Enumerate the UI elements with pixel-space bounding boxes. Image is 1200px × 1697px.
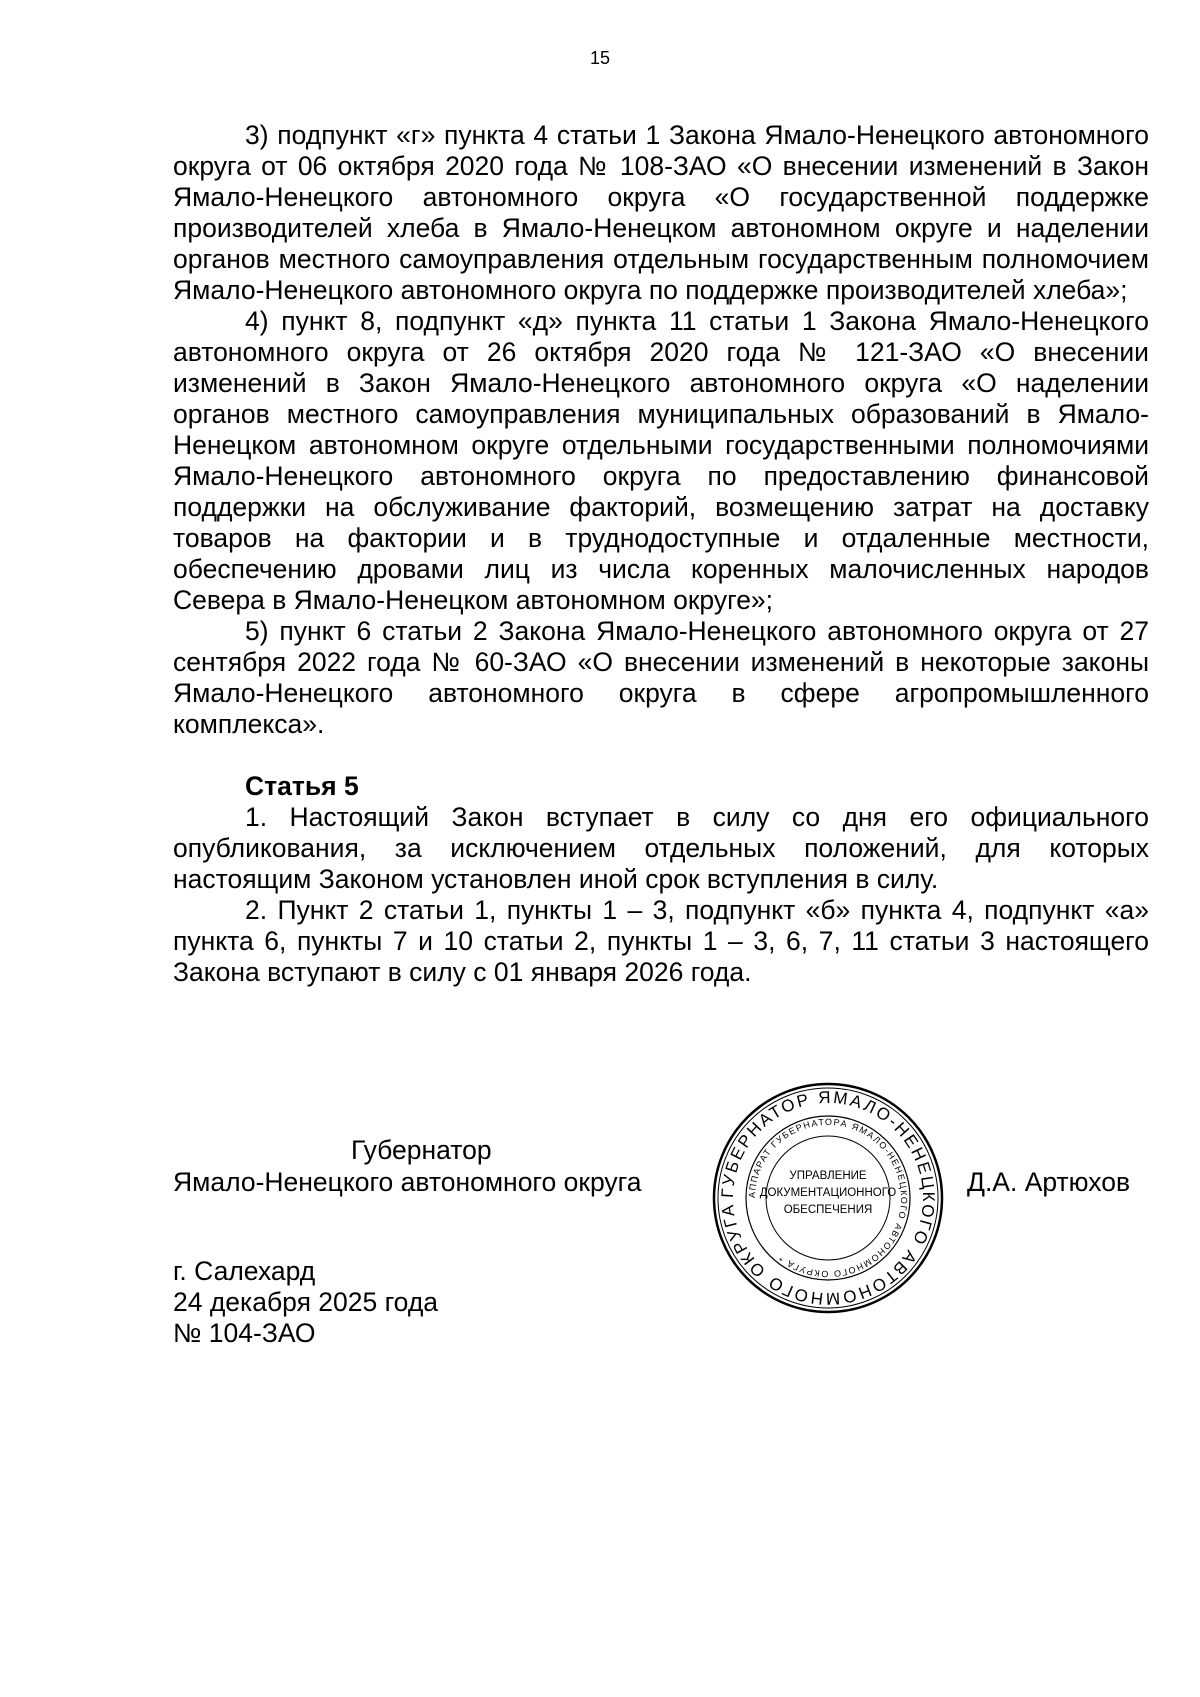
paragraph-item-3: 3) подпункт «г» пункта 4 статьи 1 Закона Ямало-Ненецкого автономного округа от 06 октября 2020 года № 108-ЗАО «О внесении изменений в Закон Ямало-Ненецкого автономного округа «О государственной поддержке производителей хлеба в Ямало-Ненецком автономном округе и наделении органов местного самоуправления отдельным государственным полномочием Ямало-Ненецкого автономного округа по поддержке производителей хлеба»; [173,120,1149,305]
signatory-region: Ямало-Ненецкого автономного округа [173,1167,642,1197]
document-body [173,120,1149,988]
city: г. Салехард [173,1256,316,1286]
paragraph-item-5: 5) пункт 6 статьи 2 Закона Ямало-Ненецкого автономного округа от 27 сентября 2022 года № 60-ЗАО «О внесении изменений в некоторые законы Ямало-Ненецкого автономного округа в сфере агропромышленного комплекса». [173,616,1149,739]
seal-center-line-2: ДОКУМЕНТАЦИОННОГО [759,1187,897,1199]
seal-inner-ring-text: АППАРАТ ГУБЕРНАТОРА ЯМАЛО-НЕНЕЦКОГО АВТОНОМНОГО ОКРУГА * [746,1116,910,1280]
signatory-name: Д.А. Артюхов [967,1167,1131,1197]
seal-outer-ring-text: ГУБЕРНАТОР ЯМАЛО-НЕНЕЦКОГО АВТОНОМНОГО ОКРУГА [717,1087,939,1309]
paragraph-item-4: 4) пункт 8, подпункт «д» пункта 11 статьи 1 Закона Ямало-Ненецкого автономного округа от 26 октября 2020 года № 121-ЗАО «О внесении изменений в Закон Ямало-Ненецкого автономного округа «О наделении органов местного самоуправления муниципальных образований в Ямало-Ненецком автономном округе отдельными государственными полномочиями Ямало-Ненецкого автономного округа по предоставлению финансовой поддержки на обслуживание факторий, возмещению затрат на доставку товаров на фактории и в труднодоступные и отдаленные местности, обеспечению дровами лиц из числа коренных малочисленных народов Севера в Ямало-Ненецком автономном округе»; [173,306,1149,615]
page-number: 15 [589,48,611,68]
article-paragraph-1: 1. Настоящий Закон вступает в силу со дня его официального опубликования, за исключением отдельных положений, для которых настоящим Законом установлен иной срок вступления в силу. [173,802,1149,894]
signatory-title [173,1134,693,1198]
seal-center-text [708,1168,948,1219]
signing-date: 24 декабря 2025 года [173,1287,439,1317]
signatory-position: Губернатор [351,1135,492,1165]
article-paragraph-2: 2. Пункт 2 статьи 1, пункты 1 – 3, подпункт «б» пункта 4, подпункт «а» пункта 6, пункты 7 и 10 статьи 2, пункты 1 – 3, 6, 7, 11 статьи 3 настоящего Закона вступают в силу с 01 января 2026 года. [173,895,1149,987]
official-seal [708,1078,948,1318]
article-heading: Статья 5 [245,771,359,801]
seal-center-line-3: ОБЕСПЕЧЕНИЯ [783,1204,873,1216]
place-date-number [173,1256,438,1349]
seal-center-line-1: УПРАВЛЕНИЕ [789,1170,867,1182]
law-number: № 104-ЗАО [173,1318,316,1348]
